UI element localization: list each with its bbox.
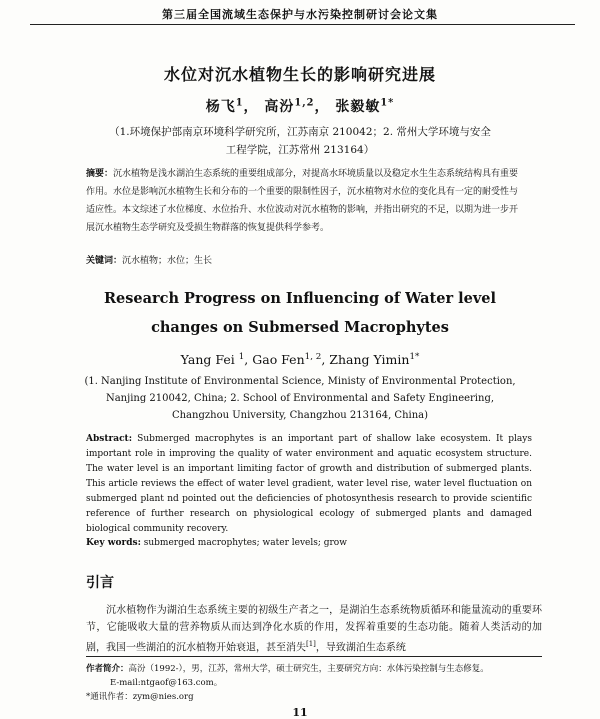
en-author-1: Yang Fei — [180, 352, 239, 368]
footnote-corresponding-email: zym@nies.org — [132, 692, 194, 702]
cn-keywords — [86, 253, 212, 266]
cn-abstract — [86, 165, 526, 237]
cn-abstract-label: 摘要： — [86, 169, 114, 179]
footnote-author-text: 高汾（1992-），男，江苏，常州大学，硕士研究生，主要研究方向：水体污染控制与生态修复。 — [128, 664, 489, 674]
footnote-author — [86, 662, 489, 674]
cn-author-3: 张毅敏 — [335, 99, 381, 115]
page-number: 11 — [292, 706, 308, 719]
cn-abstract-text: 沉水植物是浅水湖泊生态系统的重要组成部分，对提高水环境质量以及稳定水生生态系统结构具有重要作用。水位是影响沉水植物生长和分布的一个重要的限制性因子，沉水植物对水位的变化具有一定的耐受性与适应性。本文综述了水位梯度、水位抬升、水位波动对沉水植物的影响，并指出研究的不足，以期为进一步开展沉水植物生态学研究及受损生物群落的恢复提供科学参考。 — [86, 169, 519, 233]
en-affiliation-line-3: Changzhou University, Changzhou 213164, China) — [171, 410, 429, 421]
en-abstract-label: Abstract: — [86, 434, 133, 444]
cn-authors: 杨飞$^1$， 高汾$^{1,2}$， 张毅敏$^{1*}$ — [205, 97, 395, 115]
en-title-line-1: Research Progress on Influencing of Water level — [103, 290, 497, 307]
en-keywords-label: Key words: — [86, 538, 141, 548]
footnote-corresponding-label: *通讯作者： — [86, 692, 133, 702]
footnote-rule — [86, 656, 542, 657]
footnote-author-email: E-mail:ntgaof@163.com。 — [110, 678, 223, 688]
intro-text: 沉水植物作为湖泊生态系统主要的初级生产者之一，是湖泊生态系统物质循环和能量流动的重要环节，它能吸收大量的营养物质从而达到净化水质的作用，发挥着重要的生态功能。随着人类活动的加剧，我国一些湖泊的沉水植物开始衰退，甚至消失 — [86, 605, 542, 654]
running-header: 第三届全国流域生态保护与水污染控制研讨会论文集 — [162, 8, 438, 21]
en-author-3: Zhang Yimin — [329, 352, 410, 368]
cn-affiliation-line-1: （1.环境保护部南京环境科学研究所，江苏南京 210042；2. 常州大学环境与安全 — [109, 126, 491, 138]
en-affiliation-line-2: Nanjing 210042, China; 2. School of Environmental and Safety Engineering, — [105, 393, 495, 404]
cn-author-2-sup: 1,2 — [294, 97, 315, 109]
cn-author-3-sup: 1* — [380, 97, 395, 109]
en-abstract — [86, 432, 532, 537]
en-author-2: Gao Fen — [252, 352, 305, 368]
en-author-1-sup: 1 — [238, 352, 245, 362]
intro-paragraph — [86, 602, 542, 656]
intro-text-cont: ，导致湖泊生态系统 — [315, 642, 406, 654]
en-authors: Yang Fei $^1$, Gao Fen$^{1, 2}$, Zhang Yimin$^{1*}$ — [180, 352, 420, 368]
footnote-author-label: 作者简介： — [86, 664, 129, 674]
en-author-3-sup: 1* — [409, 352, 420, 362]
header-rule — [30, 24, 575, 25]
intro-citation: [1] — [306, 640, 316, 648]
en-author-2-sup: 1, 2 — [304, 352, 322, 362]
en-title-line-2: changes on Submersed Macrophytes — [151, 319, 449, 336]
en-keywords-text: submerged macrophytes; water levels; grow — [140, 538, 347, 548]
cn-affiliation-line-2: 工程学院，江苏常州 213164） — [225, 144, 375, 156]
en-abstract-text: Submerged macrophytes is an important part of shallow lake ecosystem. It plays important role in improving the quality of water environment and aquatic ecosystem structure. The water level is an important limiting factor of growth and distribution of submerged plants. This article reviews the effect of water level gradient, water level rise, water level fluctuation on submerged plant nd pointed out the deficiencies of photosynthesis research to provide scientific reference of further research on physiological ecology of submerged plants and damaged biological community recovery. — [86, 434, 532, 534]
footnote-corresponding — [86, 690, 194, 702]
en-affiliation-line-1: (1. Nanjing Institute of Environmental Science, Ministy of Environmental Protection, — [84, 376, 516, 387]
cn-author-1-sup: 1 — [235, 97, 244, 109]
cn-author-2: 高汾 — [264, 99, 295, 115]
cn-keywords-text: 沉水植物；水位；生长 — [122, 256, 213, 266]
cn-keywords-label: 关键词： — [86, 256, 123, 266]
en-keywords — [86, 538, 347, 548]
intro-heading: 引言 — [86, 575, 114, 591]
cn-author-1: 杨飞 — [205, 99, 236, 115]
cn-title: 水位对沉水植物生长的影响研究进展 — [163, 65, 436, 84]
